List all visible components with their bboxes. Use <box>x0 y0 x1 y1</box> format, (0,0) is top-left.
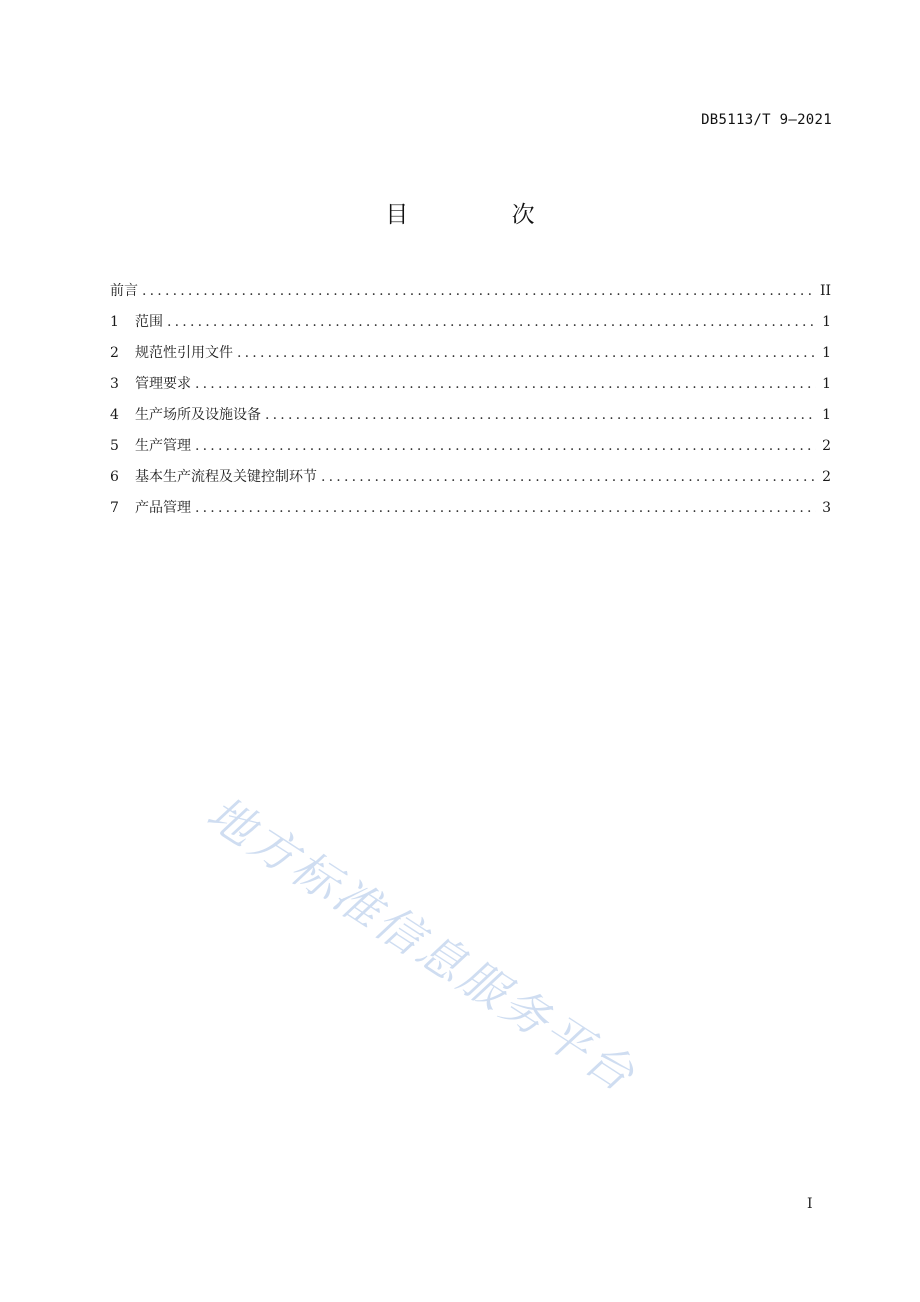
toc-entry-label: 前言 <box>110 283 138 299</box>
toc-entry-number: 3 <box>110 376 119 392</box>
toc-leader-dots <box>321 466 816 488</box>
toc-entry-label: 基本生产流程及关键控制环节 <box>135 469 317 485</box>
toc-entry-label: 范围 <box>135 314 163 330</box>
toc-entry-label: 产品管理 <box>135 500 191 516</box>
toc-entry-page: 1 <box>822 376 831 392</box>
toc-entry-preface[interactable] <box>110 280 831 311</box>
toc-entry-number: 2 <box>110 345 119 361</box>
toc-entry-number: 7 <box>110 500 119 516</box>
toc-entry-number: 6 <box>110 469 119 485</box>
toc-entry-3[interactable] <box>110 373 831 404</box>
page-number: I <box>807 1196 813 1212</box>
toc-entry-number: 5 <box>110 438 119 454</box>
toc-entry-number: 4 <box>110 407 119 423</box>
toc-leader-dots <box>237 342 816 364</box>
toc-leader-dots <box>195 497 816 519</box>
toc-entry-label: 生产管理 <box>135 438 191 454</box>
toc-entry-2[interactable] <box>110 342 831 373</box>
toc-entry-number: 1 <box>110 314 119 330</box>
toc-entry-label: 生产场所及设施设备 <box>135 407 261 423</box>
toc-leader-dots <box>195 373 816 395</box>
toc-leader-dots <box>142 280 814 302</box>
toc-entry-label: 规范性引用文件 <box>135 345 233 361</box>
toc-entry-page: 1 <box>822 345 831 361</box>
toc-entry-5[interactable] <box>110 435 831 466</box>
toc-entry-page: 1 <box>822 407 831 423</box>
toc-entry-page: 2 <box>822 469 831 485</box>
toc-leader-dots <box>195 435 816 457</box>
toc-entry-page: II <box>819 283 831 299</box>
toc-title: 目 次 <box>385 202 583 228</box>
toc-leader-dots <box>167 311 816 333</box>
table-of-contents <box>110 280 831 528</box>
toc-entry-6[interactable] <box>110 466 831 497</box>
toc-entry-label: 管理要求 <box>135 376 191 392</box>
toc-entry-4[interactable] <box>110 404 831 435</box>
document-code: DB5113/T 9—2021 <box>701 112 832 128</box>
toc-entry-1[interactable] <box>110 311 831 342</box>
watermark: 地方标准信息服务平台 <box>197 785 647 1104</box>
toc-entry-page: 1 <box>822 314 831 330</box>
toc-leader-dots <box>265 404 816 426</box>
toc-entry-7[interactable] <box>110 497 831 528</box>
toc-entry-page: 3 <box>822 500 831 516</box>
toc-entry-page: 2 <box>822 438 831 454</box>
